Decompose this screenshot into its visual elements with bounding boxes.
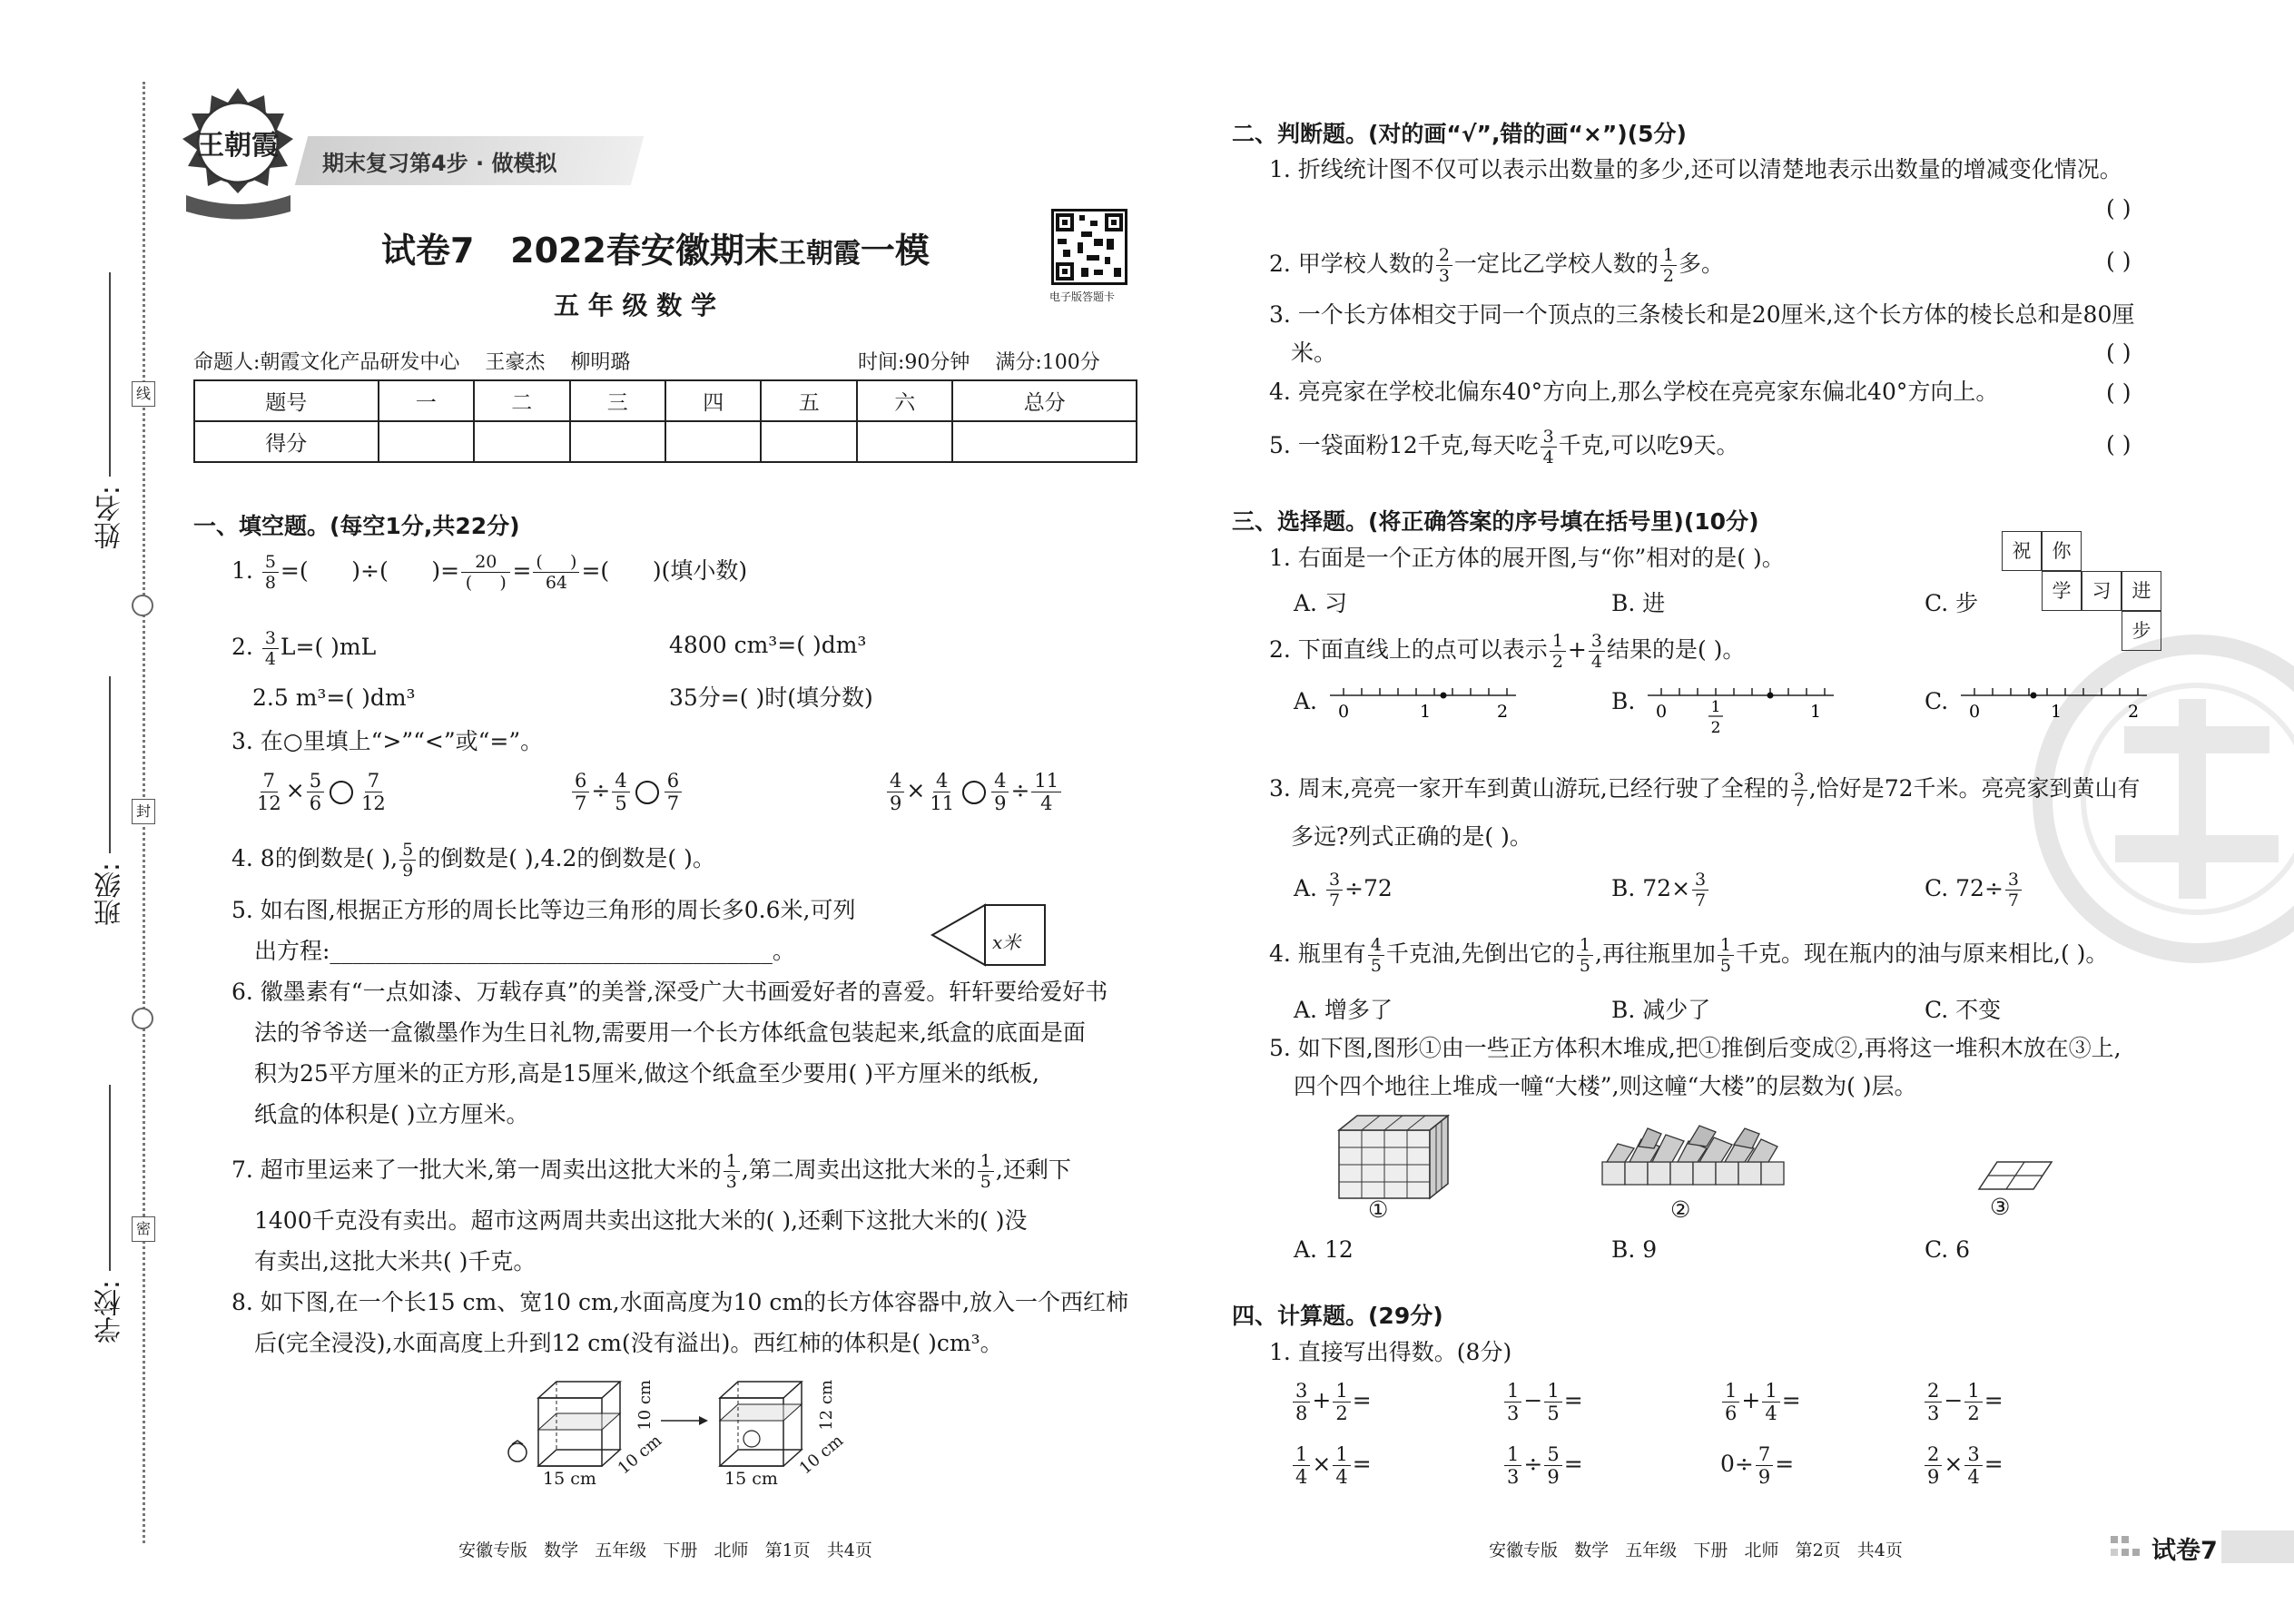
s1-q7b: 1400千克没有卖出。超市这两周共卖出这批大米的( ),还剩下这批大米的( )没 <box>254 1207 1028 1234</box>
score-header-cell: 总分 <box>952 380 1137 421</box>
score-table-score-row <box>194 421 1137 462</box>
svg-text:2: 2 <box>1710 719 1721 737</box>
fig-15cm-1: 15 cm <box>543 1469 596 1489</box>
s1-q8a: 8. 如下图,在一个长15 cm、宽10 cm,水面高度为10 cm的长方体容器中,放入一个西红柿 <box>231 1289 1129 1315</box>
s3-q3-option-c[interactable]: C. 72÷ $\frac{3}{7}$ <box>1925 870 2023 910</box>
fig-x-label: x米 <box>992 931 1021 953</box>
time-score: 时间:90分钟 满分:100分 <box>858 351 1100 374</box>
s3-q2: 2. 下面直线上的点可以表示 $\frac{1}{2}$ + $\frac{3}{4}$ 结果的是( )。 <box>1269 631 1746 672</box>
score-row-label: 得分 <box>194 421 379 462</box>
net-cell: 进 <box>2122 571 2161 611</box>
score-header-cell: 五 <box>761 380 856 421</box>
score-header-cell: 三 <box>570 380 665 421</box>
qr-code[interactable] <box>1051 209 1127 285</box>
score-cell[interactable] <box>570 421 665 462</box>
s1-q1: 1. $\frac{5}{8}$ =( )÷( )= 20 ( ) = ( ) 64 =( )(填小数) <box>231 552 748 593</box>
fig-15cm-2: 15 cm <box>724 1469 778 1489</box>
svg-text:2: 2 <box>1496 702 1509 722</box>
s1-q6a: 6. 徽墨素有“一点如漆、万载存真”的美誉,深受广大书画爱好者的喜爱。轩轩要给爱好书 <box>231 979 1108 1005</box>
banner-text: 期末复习第4步 · 做模拟 <box>322 151 557 176</box>
footer-badge: 试卷7 <box>2151 1537 2218 1565</box>
s2-q2: 2. 甲学校人数的 $\frac{2}{3}$ 一定比乙学校人数的 $\frac{1}{2}$ 多。 <box>1269 245 1725 286</box>
s2-q3a: 3. 一个长方体相交于同一个顶点的三条棱长和是20厘米,这个长方体的棱长总和是80厘 <box>1269 301 2135 328</box>
calc-item: $\frac{2}{3}$ − $\frac{1}{2}$ = <box>1923 1380 2004 1424</box>
fig-10cm-width-2: 10 cm <box>795 1431 848 1479</box>
binding-tag-seal: 封 <box>132 799 155 824</box>
s1-q6c: 积为25平方厘米的正方形,高是15厘米,做这个纸盒至少要用( )平方厘米的纸板, <box>254 1060 1039 1087</box>
s1-q7a: 7. 超市里运来了一批大米,第一周卖出这批大米的 $\frac{1}{3}$ ,第二周卖出这批大米的 $\frac{1}{5}$ ,还剩下 <box>231 1151 1071 1192</box>
s1-q2b: 4800 cm³=( )dm³ <box>669 632 867 658</box>
section1-title: 一、填空题。(每空1分,共22分) <box>193 513 520 539</box>
class-line <box>109 676 111 853</box>
s2-q2-answer[interactable]: ( ) <box>2106 248 2132 274</box>
figure-label-1: ① <box>1368 1196 1389 1223</box>
score-cell[interactable] <box>761 421 856 462</box>
title-brand: 王朝霞 <box>778 238 861 270</box>
net-cell: 你 <box>2042 531 2082 571</box>
s4-sub1: 1. 直接写出得数。(8分) <box>1269 1339 1512 1365</box>
title-suffix: 一模 <box>860 231 930 271</box>
s1-q4: 4. 8的倒数是( ), $\frac{5}{9}$ 的倒数是( ),4.2的倒数是( )。 <box>231 840 715 881</box>
s3-q5-option-c[interactable]: C. 6 <box>1925 1236 1971 1263</box>
figure-label-3: ③ <box>1990 1194 2011 1220</box>
s2-q1-answer[interactable]: ( ) <box>2106 195 2132 221</box>
footer-left: 安徽专版 数学 五年级 下册 北师 第1页 共4页 <box>458 1540 872 1560</box>
score-cell[interactable] <box>952 421 1137 462</box>
score-header-cell: 一 <box>379 380 474 421</box>
s1-q3-item1: $\frac{7}{12}$ × $\frac{5}{6}$ $\frac{7}{12}$ <box>257 770 386 814</box>
svg-text:0: 0 <box>1968 702 1981 722</box>
number-line-b <box>1643 683 1838 750</box>
name-line <box>109 272 111 477</box>
net-cell: 习 <box>2082 571 2122 611</box>
title-main: 2022春安徽期末 <box>510 231 779 271</box>
number-line-a <box>1325 683 1521 732</box>
brand-logo <box>177 86 300 222</box>
s1-q8b: 后(完全浸没),水面高度上升到12 cm(没有溢出)。西红柿的体积是( )cm³。 <box>254 1330 1003 1356</box>
calc-item: $\frac{1}{4}$ × $\frac{1}{4}$ = <box>1291 1443 1372 1488</box>
s2-q3-answer[interactable]: ( ) <box>2106 340 2132 366</box>
s1-q6d: 纸盒的体积是( )立方厘米。 <box>254 1101 529 1127</box>
title-prefix: 试卷7 <box>381 231 475 271</box>
s3-q3-option-b[interactable]: B. 72× $\frac{3}{7}$ <box>1611 870 1710 910</box>
svg-text:1: 1 <box>1419 702 1432 722</box>
s2-q5: 5. 一袋面粉12千克,每天吃 $\frac{3}{4}$ 千克,可以吃9天。 <box>1269 427 1739 468</box>
fig-10cm-width-1: 10 cm <box>614 1431 666 1479</box>
score-cell[interactable] <box>857 421 952 462</box>
calc-item: $\frac{1}{6}$ + $\frac{1}{4}$ = <box>1720 1380 1801 1424</box>
footer-badge-bg <box>2221 1530 2294 1563</box>
binding-tag-line: 线 <box>132 381 155 407</box>
s3-q3-option-a[interactable]: A. $\frac{3}{7}$ ÷72 <box>1294 870 1393 910</box>
s3-q5-option-a[interactable]: A. 12 <box>1294 1236 1354 1263</box>
score-table <box>193 379 1137 463</box>
score-cell[interactable] <box>474 421 569 462</box>
svg-text:1: 1 <box>2050 702 2063 722</box>
net-cell: 步 <box>2122 611 2161 651</box>
svg-text:0: 0 <box>1655 702 1668 722</box>
svg-text:1: 1 <box>1809 702 1822 722</box>
s1-q3-item3: $\frac{4}{9}$ × $\frac{4}{11}$ $\frac{4}{9}$ ÷ $\frac{11}{4}$ <box>885 770 1063 814</box>
fig-10cm-height: 10 cm <box>635 1380 655 1431</box>
s3-q1-option-a[interactable]: A. 习 <box>1294 590 1347 616</box>
s1-q6b: 法的爷爷送一盒徽墨作为生日礼物,需要用一个长方体纸盒包装起来,纸盒的底面是面 <box>254 1019 1086 1046</box>
authors: 命题人:朝霞文化产品研发中心 王豪杰 柳明璐 <box>193 351 631 374</box>
footer-badge-deco <box>2111 1534 2147 1560</box>
s3-q3b: 多远?列式正确的是( )。 <box>1291 823 1532 850</box>
calc-item: $\frac{3}{8}$ + $\frac{1}{2}$ = <box>1291 1380 1372 1424</box>
cube-net <box>2002 531 2174 663</box>
svg-text:2: 2 <box>2127 702 2140 722</box>
number-line-c <box>1956 683 2151 732</box>
qr-caption: 电子版答题卡 <box>1049 290 1116 303</box>
calc-item: $\frac{1}{3}$ − $\frac{1}{5}$ = <box>1502 1380 1583 1424</box>
binding-ring-icon <box>132 1008 153 1029</box>
s1-q2a: 2. $\frac{3}{4}$ L=( )mL <box>231 628 377 669</box>
s3-q2-option-a[interactable]: A. <box>1294 688 1318 714</box>
net-cell: 祝 <box>2002 531 2042 571</box>
s3-q2-option-b[interactable]: B. <box>1611 688 1636 714</box>
page-title <box>381 222 930 272</box>
calc-item: $\frac{2}{9}$ × $\frac{3}{4}$ = <box>1923 1443 2004 1488</box>
score-header-cell: 四 <box>665 380 761 421</box>
s1-q3-item2: $\frac{6}{7}$ ÷ $\frac{4}{5}$ $\frac{6}{7}$ <box>570 770 684 814</box>
s2-q1: 1. 折线统计图不仅可以表示出数量的多少,还可以清楚地表示出数量的增减变化情况。 <box>1269 156 2122 182</box>
svg-text:0: 0 <box>1337 702 1350 722</box>
s3-q5a: 5. 如下图,图形①由一些正方体积木堆成,把①推倒后变成②,再将这一堆积木放在③上, <box>1269 1035 2122 1061</box>
s3-q4-option-a[interactable]: A. 增多了 <box>1294 997 1393 1023</box>
s3-q4-option-c[interactable]: C. 不变 <box>1925 997 2002 1023</box>
s3-q1-option-b[interactable]: B. 进 <box>1611 590 1666 616</box>
school-line <box>109 1085 111 1271</box>
figure-label-2: ② <box>1670 1196 1691 1223</box>
subtitle: 五 年 级 数 学 <box>554 290 716 320</box>
figure-cube-stack <box>1334 1112 1457 1206</box>
s3-q4: 4. 瓶里有 $\frac{4}{5}$ 千克油,先倒出它的 $\frac{1}{5}$ ,再往瓶里加 $\frac{1}{5}$ 千克。现在瓶内的油与原来相比,( )。 <box>1269 935 2109 976</box>
section2-title: 二、判断题。(对的画“√”,错的画“×”)(5分) <box>1232 121 1687 147</box>
s2-q3b: 米。 <box>1291 340 1337 366</box>
s2-q4-answer[interactable]: ( ) <box>2106 379 2132 406</box>
binding-ring-icon <box>132 595 153 616</box>
score-header-cell: 六 <box>857 380 952 421</box>
name-label: 姓名: <box>94 486 126 550</box>
school-label: 学校: <box>94 1280 126 1344</box>
s1-q5b: 出方程:_______________________________________。 <box>254 938 795 964</box>
section4-title: 四、计算题。(29分) <box>1232 1303 1443 1329</box>
figure-base-grid <box>1974 1157 2056 1197</box>
brand-logo-text: 王朝霞 <box>197 130 279 162</box>
svg-text:1: 1 <box>1710 698 1721 716</box>
s1-q5a: 5. 如右图,根据正方形的周长比等边三角形的周长多0.6米,可列 <box>231 897 856 923</box>
s3-q3a: 3. 周末,亮亮一家开车到黄山游玩,已经行驶了全程的 $\frac{3}{7}$ ,恰好是72千米。亮亮家到黄山有 <box>1269 770 2141 811</box>
s3-q5-option-b[interactable]: B. 9 <box>1611 1236 1658 1263</box>
net-cell: 学 <box>2042 571 2082 611</box>
score-table-header-row <box>194 380 1137 421</box>
s1-q2c: 2.5 m³=( )dm³ <box>252 684 416 711</box>
s1-q2d: 35分=( )时(填分数) <box>669 684 873 711</box>
class-label: 班级: <box>94 862 126 927</box>
section3-title: 三、选择题。(将正确答案的序号填在括号里)(10分) <box>1232 508 1759 535</box>
s1-q3: 3. 在○里填上“>”“<”或“=”。 <box>231 728 544 754</box>
s3-q5b: 四个四个地往上堆成一幢“大楼”,则这幢“大楼”的层数为( )层。 <box>1294 1073 1917 1099</box>
s2-q4: 4. 亮亮家在学校北偏东40°方向上,那么学校在亮亮家东偏北40°方向上。 <box>1269 379 1999 405</box>
calc-item: 0÷ $\frac{7}{9}$ = <box>1720 1443 1795 1488</box>
binding-tag-secret: 密 <box>132 1216 155 1242</box>
s3-q1-option-c[interactable]: C. 步 <box>1925 590 1979 616</box>
figure-toppled-blocks <box>1598 1121 1788 1202</box>
score-cell[interactable] <box>665 421 761 462</box>
s3-q1: 1. 右面是一个正方体的展开图,与“你”相对的是( )。 <box>1269 545 1785 571</box>
s1-q7c: 有卖出,这批大米共( )千克。 <box>254 1248 537 1275</box>
score-header-cell: 题号 <box>194 380 379 421</box>
s3-q2-option-c[interactable]: C. <box>1925 688 1949 714</box>
score-header-cell: 二 <box>474 380 569 421</box>
calc-item: $\frac{1}{3}$ ÷ $\frac{5}{9}$ = <box>1502 1443 1583 1488</box>
score-cell[interactable] <box>379 421 474 462</box>
footer-right: 安徽专版 数学 五年级 下册 北师 第2页 共4页 <box>1489 1540 1903 1560</box>
fig-12cm-height: 12 cm <box>817 1380 836 1431</box>
s2-q5-answer[interactable]: ( ) <box>2106 431 2132 458</box>
s3-q4-option-b[interactable]: B. 减少了 <box>1611 997 1711 1023</box>
